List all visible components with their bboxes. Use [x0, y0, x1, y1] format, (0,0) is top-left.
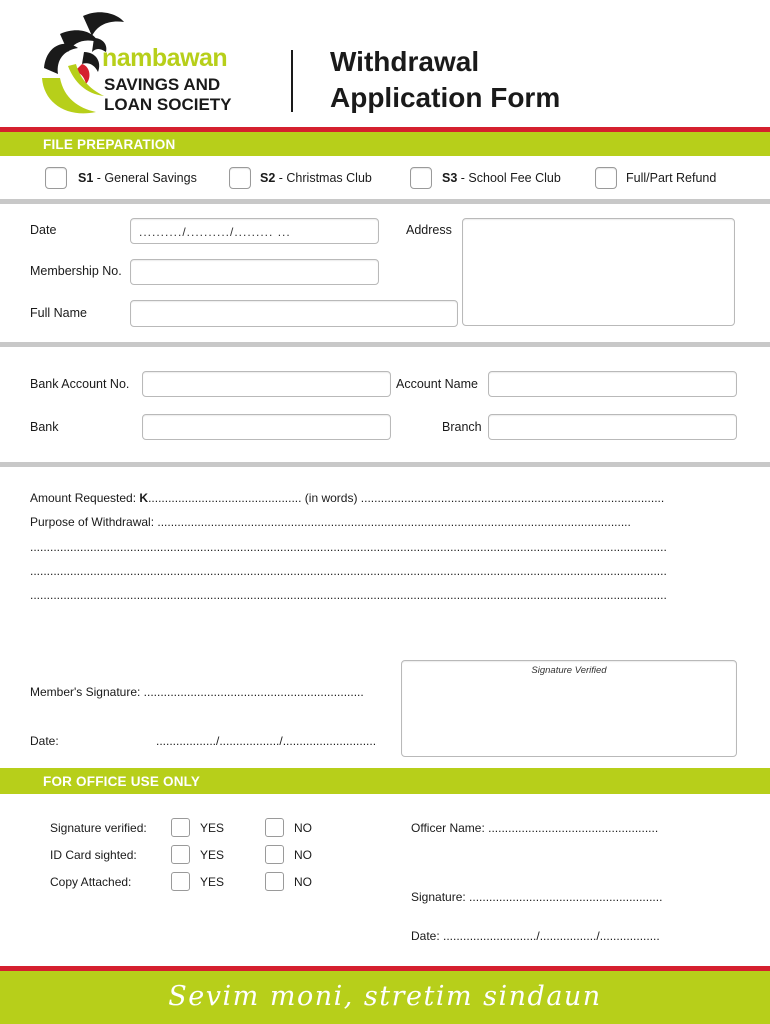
- date-field[interactable]: [130, 218, 379, 244]
- membership-no-label: Membership No.: [30, 264, 122, 278]
- copy-attached-yes-checkbox[interactable]: [171, 872, 190, 891]
- brand-line-3: LOAN SOCIETY: [104, 95, 232, 114]
- separator-3: [0, 462, 770, 467]
- id-card-yes-label: YES: [200, 848, 225, 862]
- form-title-line-1: Withdrawal: [330, 46, 480, 77]
- member-signature-label: Member's Signature:: [30, 685, 144, 699]
- officer-signature-line[interactable]: ..........................................................: [469, 890, 663, 904]
- option-s3-label: S3 - School Fee Club: [442, 171, 561, 185]
- footer-slogan: Sevim moni, stretim sindaun: [168, 981, 602, 1012]
- purpose-label: Purpose of Withdrawal:: [30, 515, 158, 529]
- membership-no-field[interactable]: [130, 259, 379, 285]
- file-preparation-bar: [0, 132, 770, 156]
- in-words-line[interactable]: ...........................................................................................: [360, 491, 665, 505]
- full-name-field[interactable]: [130, 300, 458, 327]
- id-card-sighted-label: ID Card sighted:: [50, 848, 137, 862]
- signature-verified-yes-label: YES: [200, 821, 225, 835]
- date-label: Date: [30, 223, 57, 237]
- purpose-line-3[interactable]: ...............................................................................................................................................................................................: [30, 564, 667, 578]
- office-use-bar: [0, 768, 770, 794]
- copy-attached-no-checkbox[interactable]: [265, 872, 284, 891]
- account-name-label: Account Name: [396, 377, 478, 391]
- brand-name: nambawan: [102, 44, 228, 72]
- signature-verified-yes-checkbox[interactable]: [171, 818, 190, 837]
- purpose-row: [30, 515, 631, 529]
- checkbox-s3[interactable]: [410, 167, 432, 189]
- address-field[interactable]: [462, 218, 735, 326]
- option-s1-label: S1 - General Savings: [78, 171, 197, 185]
- officer-signature-label: Signature:: [411, 890, 470, 904]
- checkbox-s1[interactable]: [45, 167, 67, 189]
- signature-date-line[interactable]: ................../................../............................: [156, 734, 377, 748]
- address-label: Address: [406, 223, 452, 237]
- member-signature-line[interactable]: ..................................................................: [143, 685, 364, 699]
- id-card-no-checkbox[interactable]: [265, 845, 284, 864]
- bank-field[interactable]: [142, 414, 391, 440]
- signature-verified-box[interactable]: [401, 660, 737, 757]
- account-name-field[interactable]: [488, 371, 737, 397]
- separator-2: [0, 342, 770, 347]
- id-card-yes-checkbox[interactable]: [171, 845, 190, 864]
- header-divider: [291, 50, 293, 112]
- form-title-line-2: Application Form: [330, 82, 561, 113]
- officer-signature-row: [411, 890, 662, 904]
- bank-account-no-field[interactable]: [142, 371, 391, 397]
- signature-verified-check-label: Signature verified:: [50, 821, 147, 835]
- bank-label: Bank: [30, 420, 59, 434]
- officer-date-row: [411, 929, 660, 943]
- amount-requested-label: Amount Requested:: [30, 491, 140, 505]
- checkbox-refund[interactable]: [595, 167, 617, 189]
- purpose-line-4[interactable]: ...............................................................................................................................................................................................: [30, 588, 667, 602]
- checkbox-s2[interactable]: [229, 167, 251, 189]
- brand-line-2: SAVINGS AND: [104, 75, 221, 94]
- signature-verified-label: Signature Verified: [531, 665, 607, 676]
- member-signature-row: [30, 685, 364, 699]
- purpose-line-2[interactable]: ...............................................................................................................................................................................................: [30, 540, 667, 554]
- officer-name-label: Officer Name:: [411, 821, 489, 835]
- option-s2-label: S2 - Christmas Club: [260, 171, 372, 185]
- currency-symbol: K: [139, 491, 149, 505]
- separator-1: [0, 199, 770, 204]
- branch-label: Branch: [442, 420, 482, 434]
- officer-date-label: Date:: [411, 929, 444, 943]
- office-use-heading: FOR OFFICE USE ONLY: [43, 774, 201, 789]
- footer-bar: [0, 971, 770, 1024]
- in-words-label: (in words): [301, 491, 361, 505]
- amount-line[interactable]: ..............................................: [148, 491, 302, 505]
- option-refund-label: Full/Part Refund: [626, 171, 717, 185]
- signature-verified-no-checkbox[interactable]: [265, 818, 284, 837]
- officer-name-row: [411, 821, 658, 835]
- copy-attached-no-label: NO: [294, 875, 312, 889]
- file-preparation-heading: FILE PREPARATION: [43, 137, 176, 152]
- branch-field[interactable]: [488, 414, 737, 440]
- form-title: [330, 44, 560, 116]
- officer-name-line[interactable]: ...................................................: [488, 821, 659, 835]
- logo: [38, 8, 268, 118]
- full-name-label: Full Name: [30, 306, 87, 320]
- amount-requested-row: [30, 491, 664, 505]
- signature-verified-no-label: NO: [294, 821, 312, 835]
- signature-date-label: Date:: [30, 734, 59, 748]
- date-field-placeholder: ........../........../......... ...: [139, 225, 291, 239]
- officer-date-line[interactable]: ............................/................./..................: [443, 929, 660, 943]
- bank-account-no-label: Bank Account No.: [30, 377, 130, 391]
- id-card-no-label: NO: [294, 848, 312, 862]
- copy-attached-yes-label: YES: [200, 875, 225, 889]
- purpose-line[interactable]: ..............................................................................................................................................: [157, 515, 631, 529]
- copy-attached-label: Copy Attached:: [50, 875, 132, 889]
